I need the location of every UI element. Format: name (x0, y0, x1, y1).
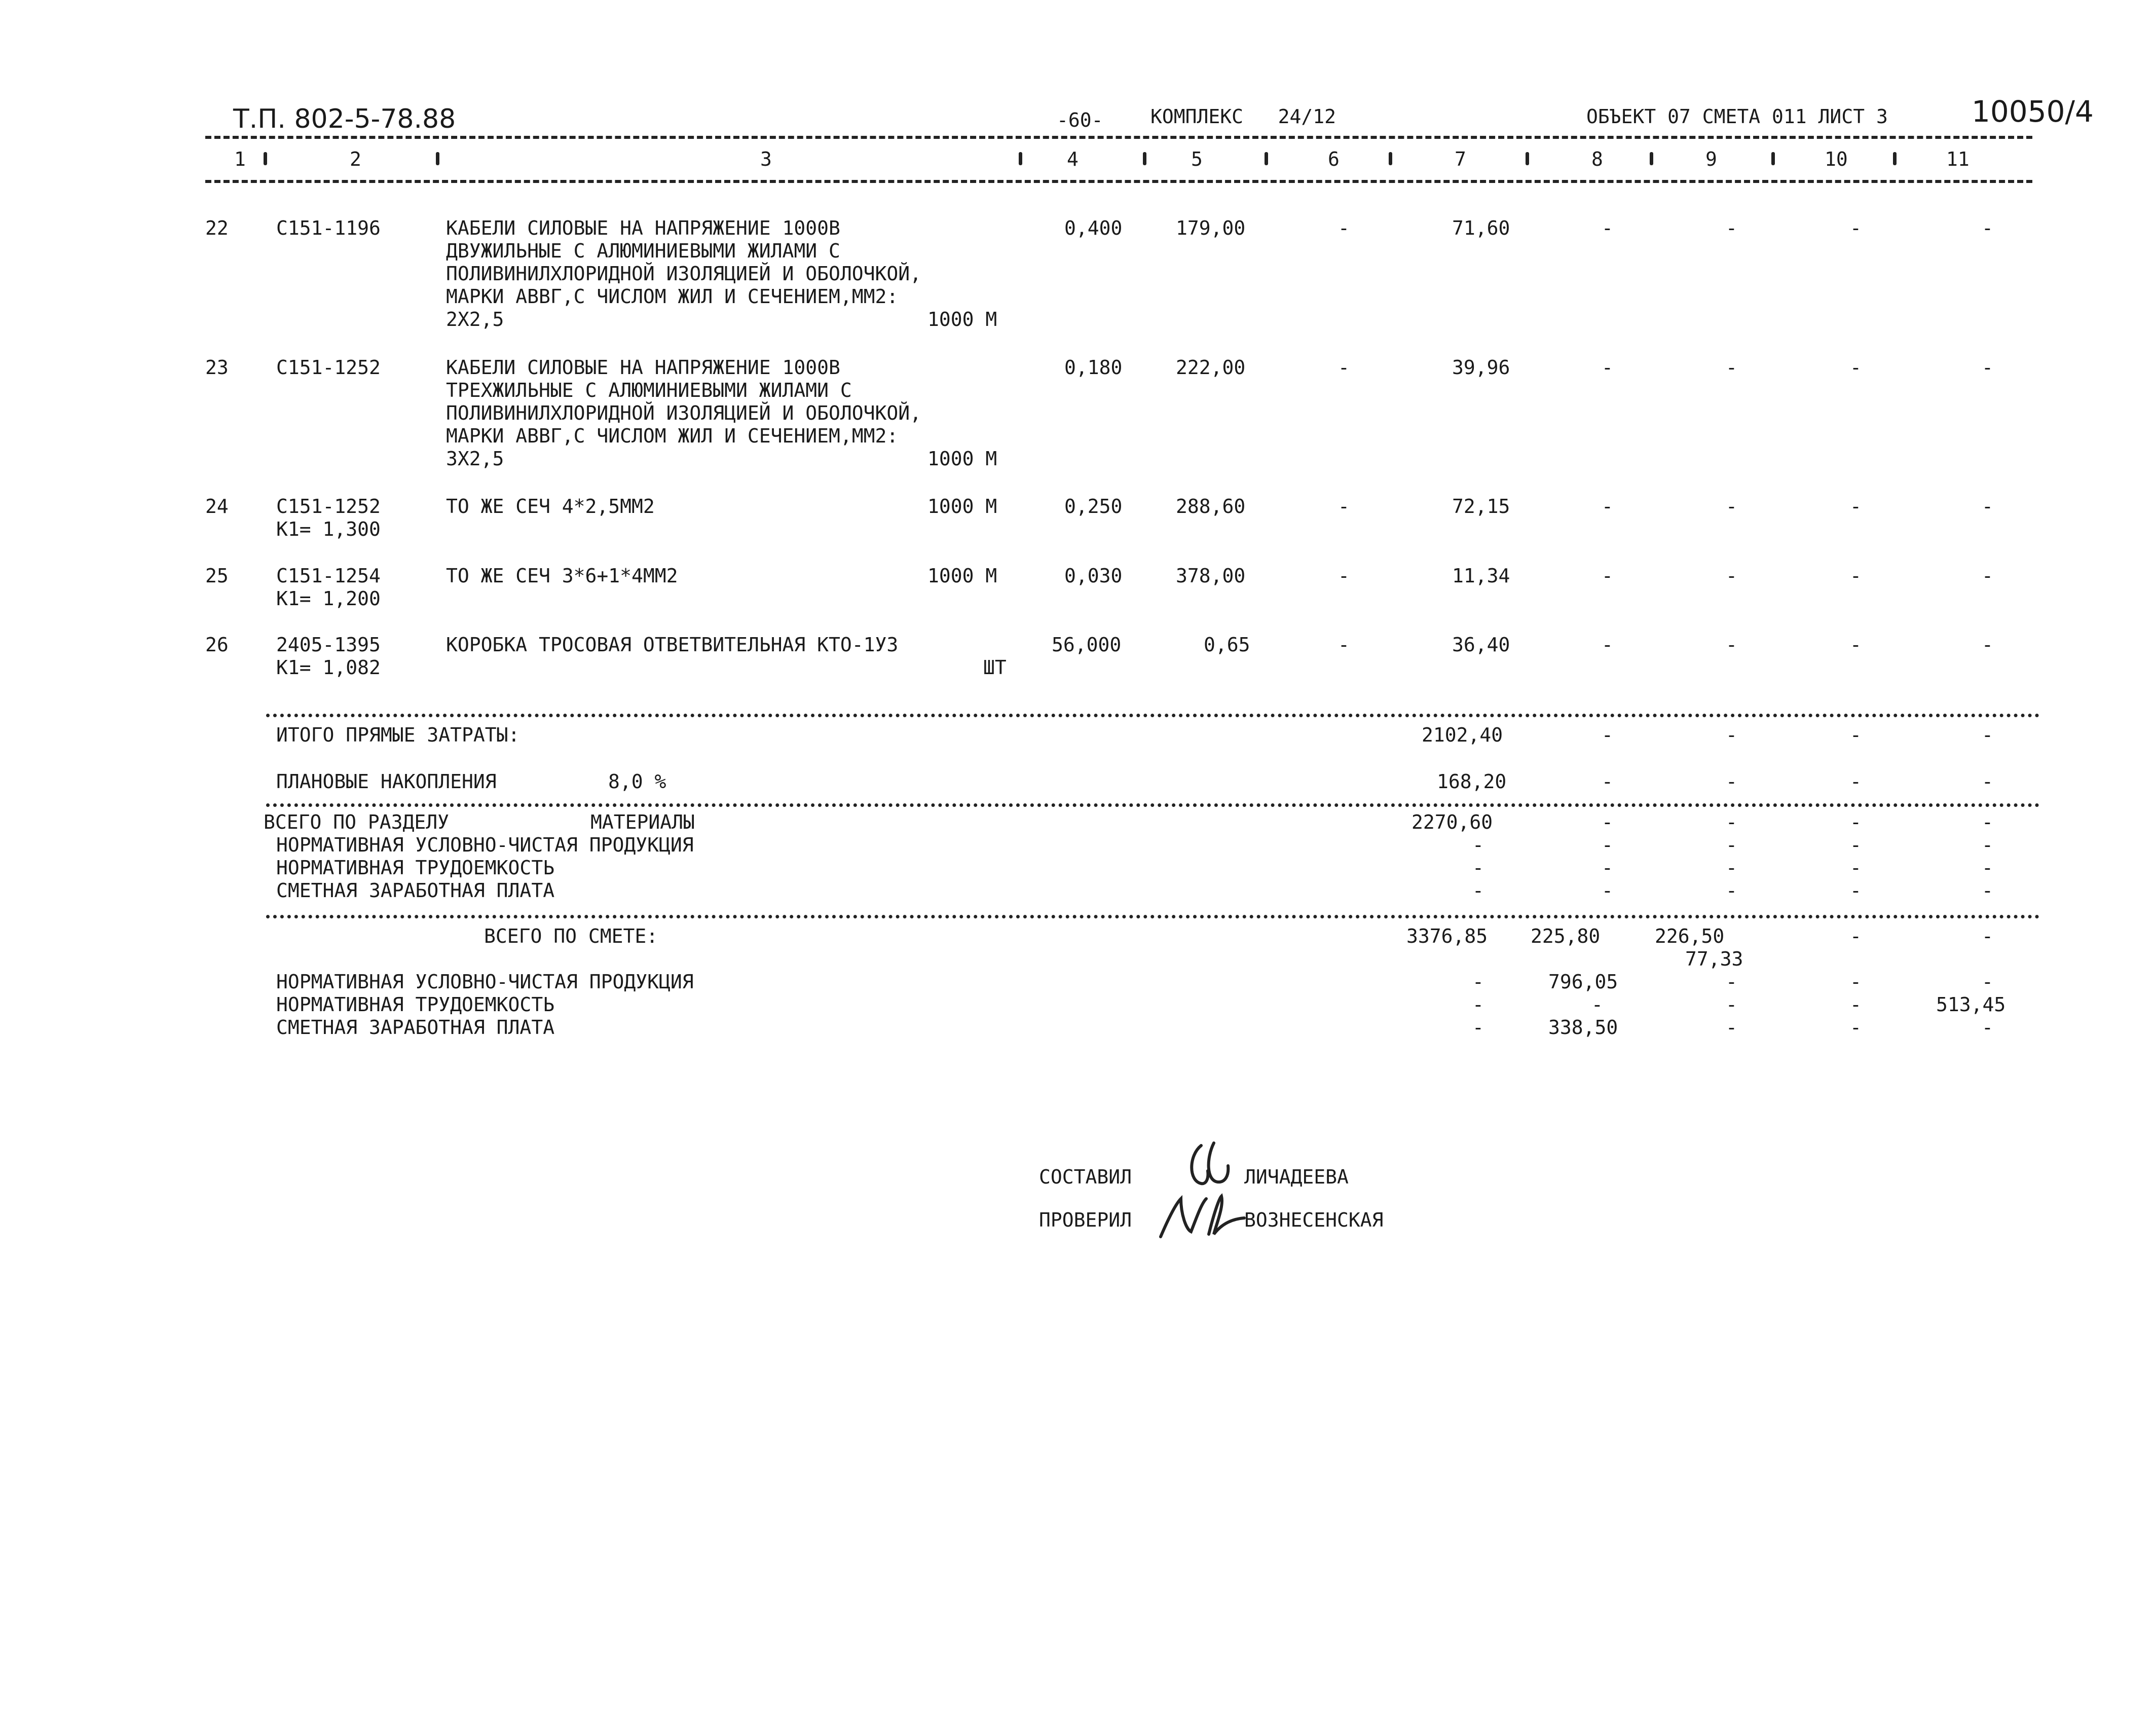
estimate-nucp-c8: 796,05 (1548, 971, 1618, 993)
col-separator (1650, 152, 1653, 165)
section-total: 2270,60 (1411, 811, 1493, 833)
header-rule-top (205, 136, 2032, 139)
section-total-label: ВСЕГО ПО РАЗДЕЛУ (264, 811, 450, 833)
section-wage-c7: - (1472, 879, 1484, 902)
section-labor-label: НОРМАТИВНАЯ ТРУДОЕМКОСТЬ (276, 857, 555, 879)
section-nucp-c7: - (1472, 834, 1484, 856)
row-qty: 0,180 (1064, 356, 1123, 379)
col-separator (264, 152, 267, 165)
row-total: 36,40 (1452, 634, 1510, 656)
row-coefficient: К1= 1,300 (276, 518, 381, 540)
estimate-total-c10: - (1850, 925, 1862, 947)
compiled-by-label: СОСТАВИЛ (1039, 1166, 1132, 1188)
estimate-labor-label: НОРМАТИВНАЯ ТРУДОЕМКОСТЬ (276, 993, 555, 1016)
dotted-separator (266, 803, 2040, 807)
estimate-nucp-c11: - (1982, 971, 1993, 993)
estimate-nucp-label: НОРМАТИВНАЯ УСЛОВНО-ЧИСТАЯ ПРОДУКЦИЯ (276, 971, 694, 993)
estimate-wage-c11: - (1982, 1016, 1993, 1039)
row-code: С151-1252 (276, 356, 381, 379)
col-header-11: 11 (1946, 148, 1970, 170)
col-header-4: 4 (1067, 148, 1079, 170)
checker-name: ВОЗНЕСЕНСКАЯ (1244, 1209, 1384, 1231)
row-unit: 1000 М (927, 495, 997, 518)
section-wage-label: СМЕТНАЯ ЗАРАБОТНАЯ ПЛАТА (276, 879, 555, 902)
row-total: 11,34 (1452, 565, 1510, 587)
section-c9: - (1726, 811, 1737, 833)
col-separator (1526, 152, 1529, 165)
row-code: 2405-1395 (276, 634, 381, 656)
page-number: -60- (1057, 109, 1103, 131)
row-unit-price: 288,60 (1176, 495, 1246, 518)
row-code: С151-1254 (276, 565, 381, 587)
estimate-nucp-c10: - (1850, 971, 1862, 993)
planned-savings-label: ПЛАНОВЫЕ НАКОПЛЕНИЯ (276, 770, 497, 793)
row-qty: 0,250 (1064, 495, 1123, 518)
row-code: С151-1196 (276, 217, 381, 239)
row-c10: - (1850, 217, 1862, 239)
estimate-total-c8: 225,80 (1531, 925, 1601, 947)
planned-c8: - (1602, 770, 1613, 793)
section-c10: - (1850, 811, 1862, 833)
col-separator (1019, 152, 1022, 165)
section-wage-c11: - (1982, 879, 1993, 902)
col-separator (1389, 152, 1392, 165)
estimate-labor-c9: - (1726, 993, 1737, 1016)
section-wage-c8: - (1602, 879, 1613, 902)
row-total: 72,15 (1452, 495, 1510, 518)
checked-by-label: ПРОВЕРИЛ (1039, 1209, 1132, 1231)
planned-c10: - (1850, 770, 1862, 793)
estimate-total-c11: - (1982, 925, 1993, 947)
row-c9: - (1726, 217, 1737, 239)
section-labor-c10: - (1850, 857, 1862, 879)
section-nucp-c8: - (1602, 834, 1613, 856)
col-header-9: 9 (1705, 148, 1717, 170)
estimate-wage-c8: 338,50 (1548, 1016, 1618, 1039)
estimate-labor-c10: - (1850, 993, 1862, 1016)
col-separator (1143, 152, 1146, 165)
estimate-total-c9: 226,50 (1655, 925, 1725, 947)
row-c11: - (1982, 634, 1993, 656)
row-qty: 0,400 (1064, 217, 1123, 239)
section-nucp-label: НОРМАТИВНАЯ УСЛОВНО-ЧИСТАЯ ПРОДУКЦИЯ (276, 834, 694, 856)
col-separator (1771, 152, 1775, 165)
direct-c11: - (1982, 724, 1993, 746)
row-description: КАБЕЛИ СИЛОВЫЕ НА НАПРЯЖЕНИЕ 1000В ДВУЖИЛЬНЫЕ С АЛЮМИНИЕВЫМИ ЖИЛАМИ С ПОЛИВИНИЛХЛОРИДНОЙ ИЗОЛЯЦИЕЙ И ОБОЛОЧКОЙ, МАРКИ АВВГ,С ЧИСЛОМ ЖИЛ И СЕЧЕНИЕМ,ММ2: 2Х2,5 (446, 217, 921, 330)
row-number: 26 (205, 634, 229, 656)
row-unit-price: 0,65 (1204, 634, 1250, 656)
row-number: 24 (205, 495, 229, 518)
row-coefficient: К1= 1,082 (276, 656, 381, 679)
row-c8: - (1602, 356, 1613, 379)
row-total: 39,96 (1452, 356, 1510, 379)
row-c6: - (1338, 217, 1350, 239)
row-description: ТО ЖЕ СЕЧ 4*2,5ММ2 (446, 495, 655, 518)
header-rule-bottom (205, 180, 2032, 183)
direct-c10: - (1850, 724, 1862, 746)
estimate-labor-c8: - (1591, 993, 1603, 1016)
row-unit: 1000 М (927, 308, 997, 330)
row-number: 25 (205, 565, 229, 587)
section-wage-c9: - (1726, 879, 1737, 902)
estimate-total-c9-second: 77,33 (1685, 948, 1743, 970)
row-code: С151-1252 (276, 495, 381, 518)
row-unit: 1000 М (927, 565, 997, 587)
object-sheet-label: ОБЪЕКТ 07 СМЕТА 011 ЛИСТ 3 (1586, 105, 1888, 128)
row-number: 22 (205, 217, 229, 239)
row-unit-price: 179,00 (1176, 217, 1246, 239)
planned-c9: - (1726, 770, 1737, 793)
col-header-8: 8 (1591, 148, 1603, 170)
col-header-2: 2 (350, 148, 361, 170)
estimate-wage-label: СМЕТНАЯ ЗАРАБОТНАЯ ПЛАТА (276, 1016, 555, 1039)
row-c10: - (1850, 495, 1862, 518)
handwritten-signature-compiler (1178, 1135, 1239, 1191)
doc-code: Т.П. 802-5-78.88 (233, 104, 456, 134)
row-total: 71,60 (1452, 217, 1510, 239)
col-separator (436, 152, 439, 165)
compiler-name: ЛИЧАДЕЕВА (1244, 1166, 1349, 1188)
handwritten-signature-checker (1156, 1189, 1247, 1244)
row-c9: - (1726, 495, 1737, 518)
col-separator (1893, 152, 1897, 165)
direct-costs-label: ИТОГО ПРЯМЫЕ ЗАТРАТЫ: (276, 724, 520, 746)
dotted-separator (266, 714, 2040, 717)
row-c6: - (1338, 495, 1350, 518)
direct-c9: - (1726, 724, 1737, 746)
row-description: КАБЕЛИ СИЛОВЫЕ НА НАПРЯЖЕНИЕ 1000В ТРЕХЖИЛЬНЫЕ С АЛЮМИНИЕВЫМИ ЖИЛАМИ С ПОЛИВИНИЛХЛОРИДНОЙ ИЗОЛЯЦИЕЙ И ОБОЛОЧКОЙ, МАРКИ АВВГ,С ЧИСЛОМ ЖИЛ И СЕЧЕНИЕМ,ММ2: 3Х2,5 (446, 356, 921, 470)
section-nucp-c10: - (1850, 834, 1862, 856)
row-c11: - (1982, 217, 1993, 239)
row-c11: - (1982, 356, 1993, 379)
planned-savings-total: 168,20 (1437, 770, 1507, 793)
row-c8: - (1602, 217, 1613, 239)
dotted-separator (266, 915, 2040, 918)
estimate-total-label: ВСЕГО ПО СМЕТЕ: (484, 925, 658, 947)
row-c10: - (1850, 634, 1862, 656)
row-c9: - (1726, 356, 1737, 379)
row-c8: - (1602, 565, 1613, 587)
estimate-wage-c10: - (1850, 1016, 1862, 1039)
row-c11: - (1982, 565, 1993, 587)
planned-savings-percent: 8,0 % (608, 770, 666, 793)
row-c8: - (1602, 634, 1613, 656)
row-unit: 1000 М (927, 448, 997, 470)
section-name: МАТЕРИАЛЫ (590, 811, 695, 833)
col-header-3: 3 (760, 148, 772, 170)
col-separator (1265, 152, 1268, 165)
direct-costs-total: 2102,40 (1422, 724, 1503, 746)
row-c11: - (1982, 495, 1993, 518)
estimate-labor-c11: 513,45 (1936, 993, 2006, 1016)
col-header-6: 6 (1328, 148, 1340, 170)
row-c9: - (1726, 565, 1737, 587)
row-c6: - (1338, 565, 1350, 587)
section-labor-c9: - (1726, 857, 1737, 879)
complex-label: КОМПЛЕКС 24/12 (1150, 105, 1336, 128)
row-c6: - (1338, 634, 1350, 656)
estimate-labor-c7: - (1472, 993, 1484, 1016)
col-header-1: 1 (234, 148, 246, 170)
row-c6: - (1338, 356, 1350, 379)
row-description: ТО ЖЕ СЕЧ 3*6+1*4ММ2 (446, 565, 678, 587)
row-c10: - (1850, 565, 1862, 587)
row-unit-price: 378,00 (1176, 565, 1246, 587)
col-header-10: 10 (1825, 148, 1848, 170)
section-c11: - (1982, 811, 1993, 833)
estimate-nucp-c7: - (1472, 971, 1484, 993)
row-unit-price: 222,00 (1176, 356, 1246, 379)
col-header-5: 5 (1191, 148, 1203, 170)
direct-c8: - (1602, 724, 1613, 746)
estimate-wage-c9: - (1726, 1016, 1737, 1039)
row-description: КОРОБКА ТРОСОВАЯ ОТВЕТВИТЕЛЬНАЯ КТО-1У3 (446, 634, 899, 656)
archive-number: 10050/4 (1972, 94, 2094, 129)
estimate-nucp-c9: - (1726, 971, 1737, 993)
row-qty: 0,030 (1064, 565, 1123, 587)
section-labor-c11: - (1982, 857, 1993, 879)
row-c8: - (1602, 495, 1613, 518)
row-c9: - (1726, 634, 1737, 656)
section-nucp-c11: - (1982, 834, 1993, 856)
row-number: 23 (205, 356, 229, 379)
section-nucp-c9: - (1726, 834, 1737, 856)
section-c8: - (1602, 811, 1613, 833)
section-wage-c10: - (1850, 879, 1862, 902)
row-coefficient: К1= 1,200 (276, 587, 381, 610)
section-labor-c8: - (1602, 857, 1613, 879)
row-c10: - (1850, 356, 1862, 379)
estimate-total-c7: 3376,85 (1406, 925, 1488, 947)
planned-c11: - (1982, 770, 1993, 793)
row-unit: ШТ (983, 656, 1007, 679)
estimate-wage-c7: - (1472, 1016, 1484, 1039)
row-qty: 56,000 (1052, 634, 1122, 656)
section-labor-c7: - (1472, 857, 1484, 879)
col-header-7: 7 (1455, 148, 1466, 170)
